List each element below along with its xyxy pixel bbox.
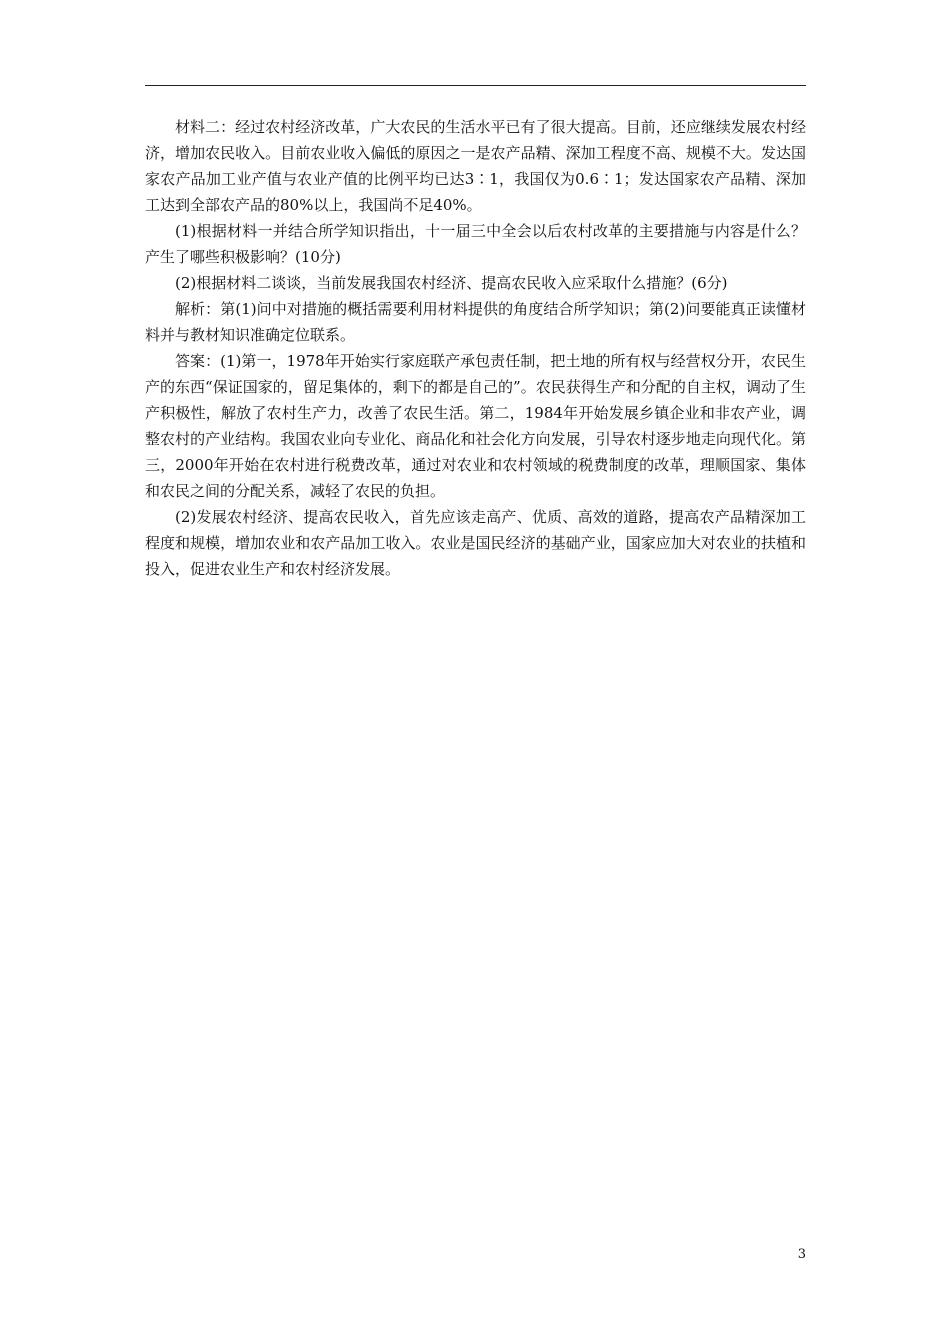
page-number: 3: [797, 1247, 806, 1262]
analysis-paragraph: 解析：第(1)问中对措施的概括需要利用材料提供的角度结合所学知识；第(2)问要能真正读懂材料并与教材知识准确定位联系。: [145, 300, 806, 344]
document-body: [145, 114, 806, 582]
material-two-paragraph: 材料二：经过农村经济改革，广大农民的生活水平已有了很大提高。目前，还应继续发展农村经济，增加农民收入。目前农业收入偏低的原因之一是农产品精、深加工程度不高、规模不大。发达国家农产品加工业产值与农业产值的比例平均已达3∶1，我国仅为0.6∶1；发达国家农产品精、深加工达到全部农产品的80%以上，我国尚不足40%。: [145, 118, 806, 214]
question-one: (1)根据材料一并结合所学知识指出，十一届三中全会以后农村改革的主要措施与内容是什么？产生了哪些积极影响？(10分): [145, 222, 806, 266]
answer-two-paragraph: (2)发展农村经济、提高农民收入，首先应该走高产、优质、高效的道路，提高农产品精深加工程度和规模，增加农业和农产品加工收入。农业是国民经济的基础产业，国家应加大对农业的扶植和投入，促进农业生产和农村经济发展。: [145, 508, 806, 578]
answer-one-paragraph: 答案：(1)第一，1978年开始实行家庭联产承包责任制，把土地的所有权与经营权分开，农民生产的东西“保证国家的，留足集体的，剩下的都是自己的”。农民获得生产和分配的自主权，调动了生产积极性，解放了农村生产力，改善了农民生活。第二，1984年开始发展乡镇企业和非农产业，调整农村的产业结构。我国农业向专业化、商品化和社会化方向发展，引导农村逐步地走向现代化。第三，2000年开始在农村进行税费改革，通过对农业和农村领域的税费制度的改革，理顺国家、集体和农民之间的分配关系，减轻了农民的负担。: [145, 352, 806, 500]
header-rule: [145, 85, 806, 86]
question-two: (2)根据材料二谈谈，当前发展我国农村经济、提高农民收入应采取什么措施？(6分): [175, 274, 728, 292]
